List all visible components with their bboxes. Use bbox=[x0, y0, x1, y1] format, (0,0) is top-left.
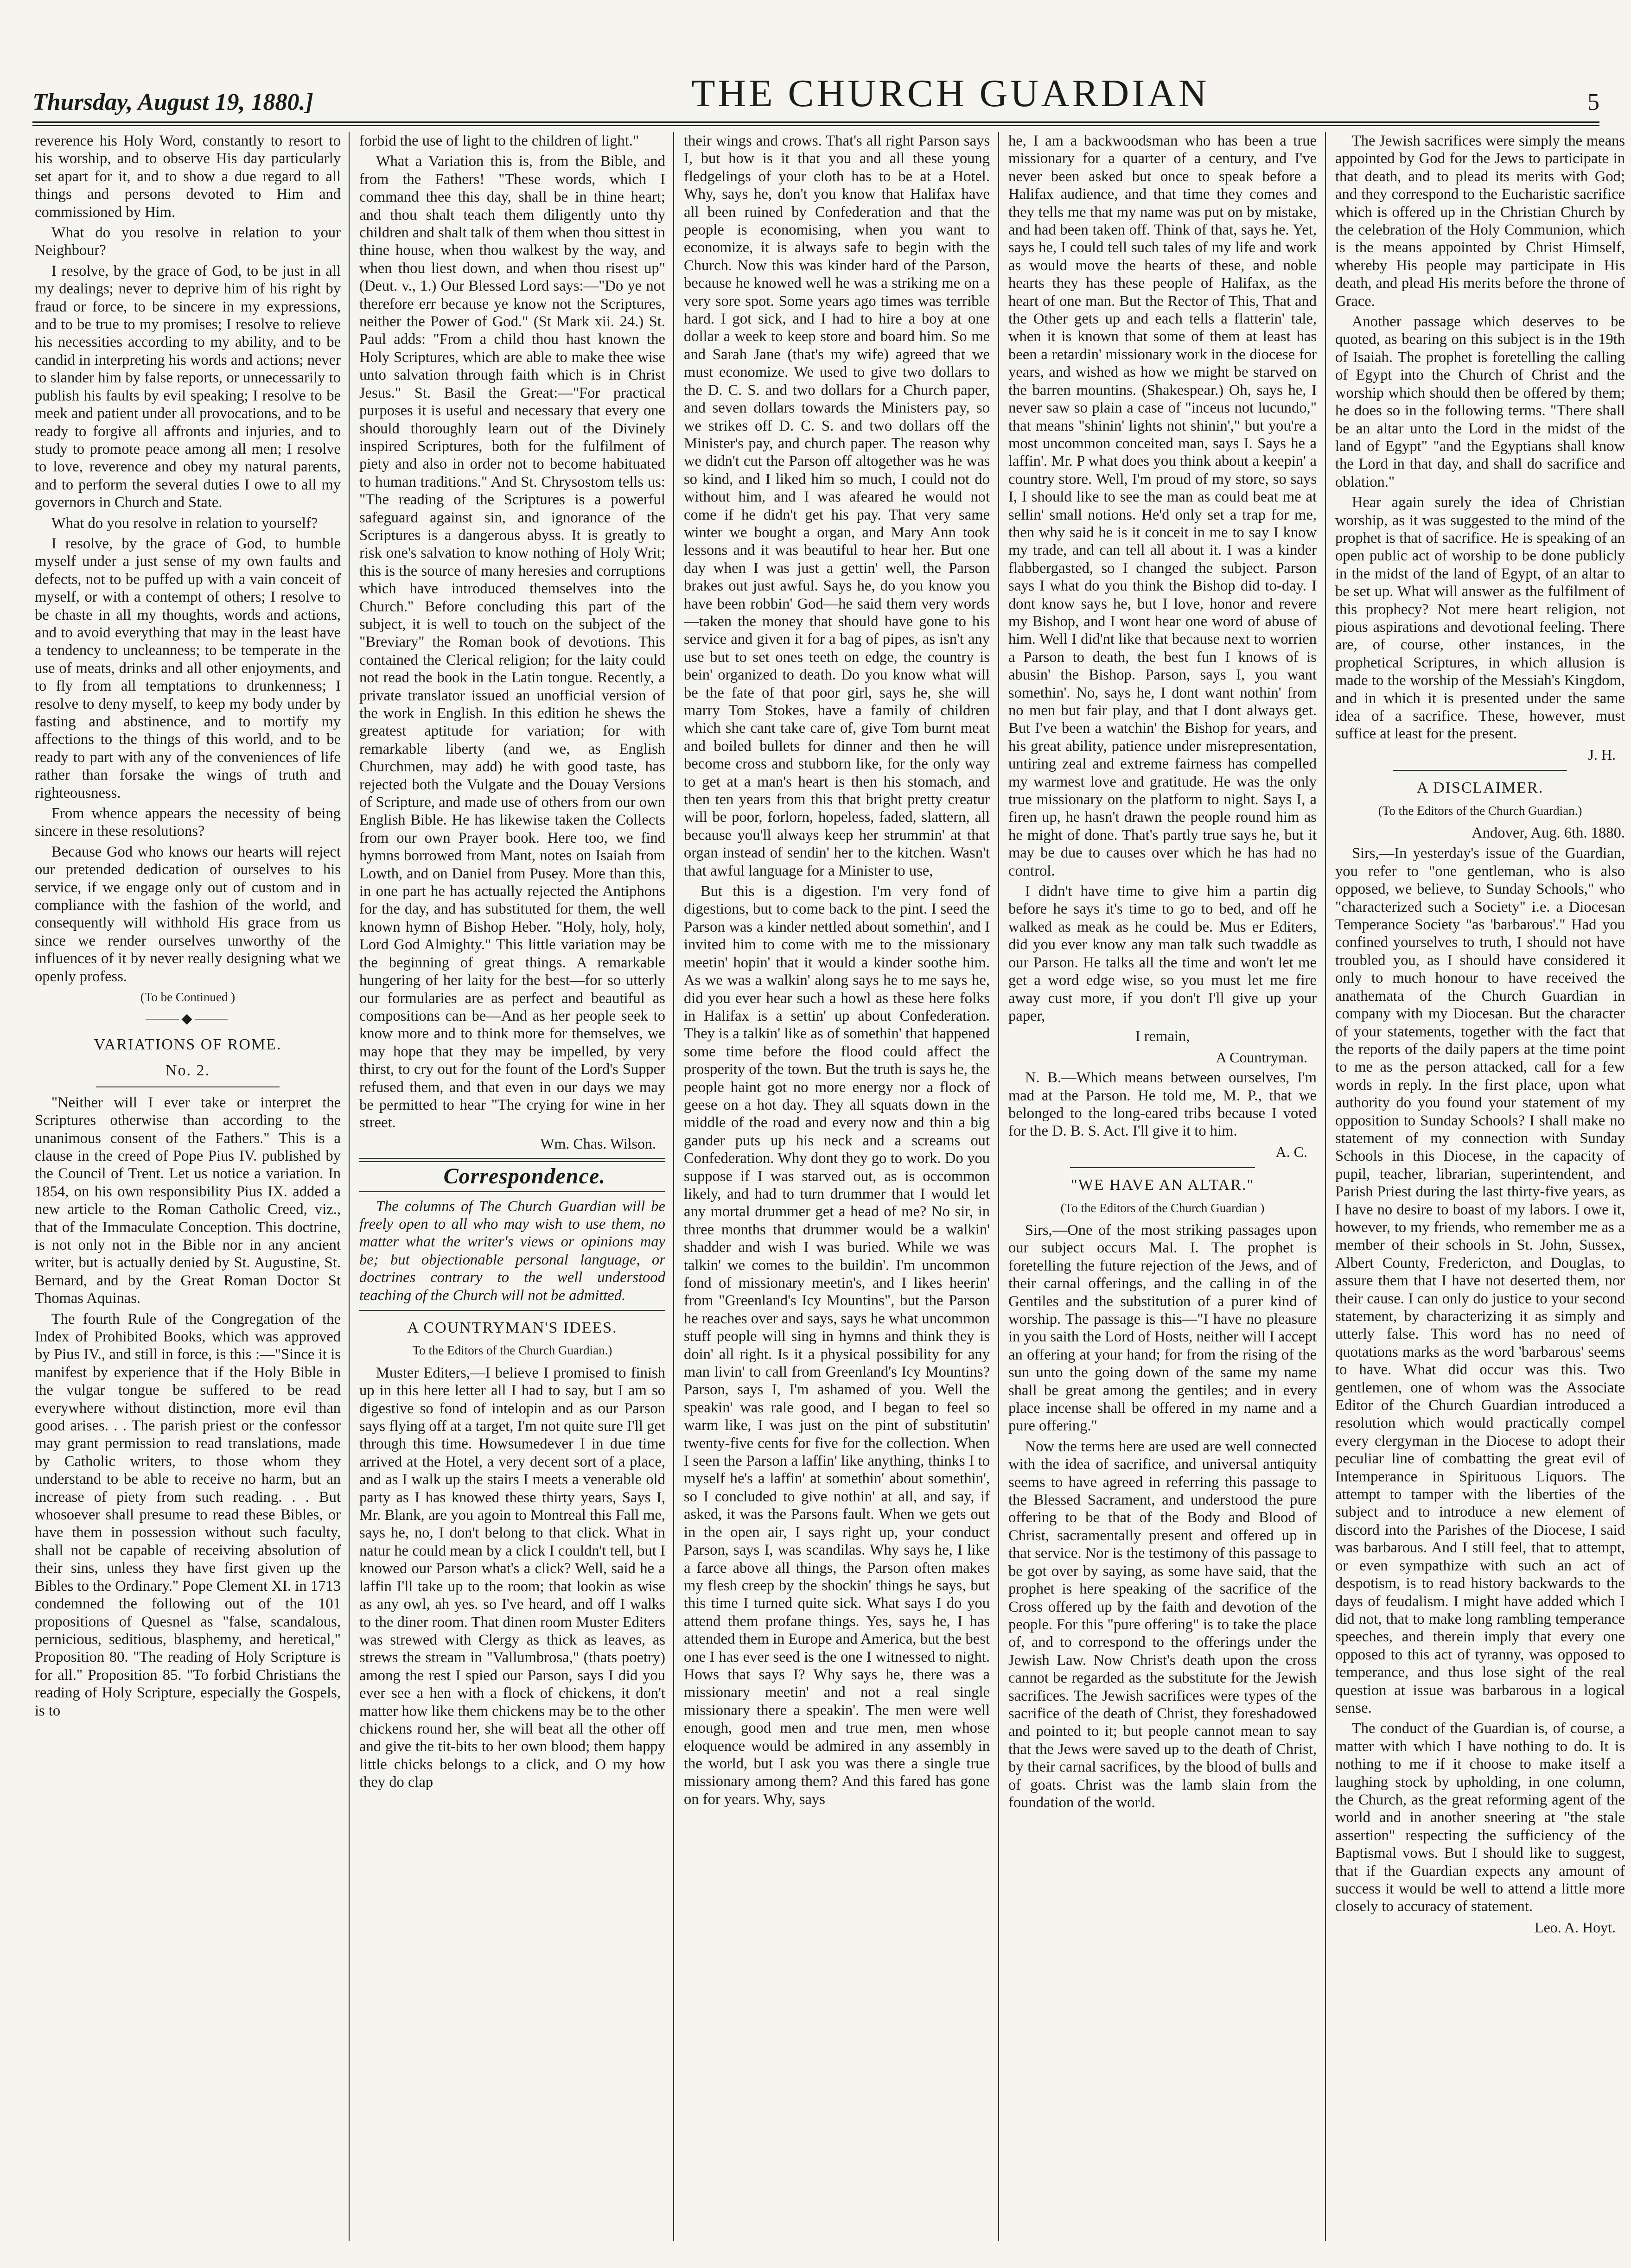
article-heading: A COUNTRYMAN'S IDEES. bbox=[407, 1319, 618, 1336]
editorial-notice: The columns of The Church Guardian will be freely open to all who may wish to use them, no matter what the writer's views or opinions may be; but objectionable personal language, or doctrines contrary to the well understood teaching of the Church will not be admitted. bbox=[359, 1198, 665, 1304]
column-3 bbox=[684, 132, 990, 2246]
divider bbox=[96, 1086, 280, 1087]
paragraph: Because God who knows our hearts will reject our pretended dedication of ourselves to his service, if we engage only out of custom and in compliance with the fashion of the world, and consequently will withhold His grace from us since we render ourselves unworthy of the influences of it by never really designing what we openly profess. bbox=[35, 843, 341, 985]
paragraph: But this is a digestion. I'm very fond of digestions, but to come back to the pint. I seed the Parson was a kinder nettled about somethin', and I invited him to come with me to the missionary meetin' hopin' that it would a kinder soothe him. As we was a walkin' along says he to me says he, did you ever hear such a howl as these here folks in Halifax is a settin' up about Confederation. They is a talkin' like as of somethin' that happened some time before the flood could affect the prosperity of the town. But the truth is says he, the people haint got no more energy nor a flock of geese on a hot day. They all squats down in the middle of the road and every now and thin a big gander puts up his neck and a screams out Confederation. Why dont they go to work. Do you suppose if I was starved out, as is occommon likely, and had to turn drummer that I would let any mortal drummer get a head of me? No sir, in three months that drummer would be a walkin' shadder and wish I was buried. While we was talkin' we comes to the buildin'. I'm uncommon fond of missionary meetin's, and I likes heerin' from "Greenland's Icy Mountins", but the Parson he reaches over and says, says he what uncommon stuff people will sing in hymns and think they is doin' all right. Is it a physical possibility for any man livin' to call from Greenland's Icy Mountins? Parson, says I, I'm ashamed of you. Well the speakin' was rale good, and I began to feel so warm like, I was just on the pint of substitutin' twenty-five cents for five for the collection. When I seen the Parson a laffin' like anything, thinks I to myself he's a laffin' at somethin' about somethin', so I concluded to give nothin' at all, and say, if asked, it was the Parsons fault. When we gets out in the open air, I says right up, your conduct Parson, says I, was scandilas. Why says he, I like a farce above all things, the Parson often makes my flesh creep by the shockin' things he says, but this time I turned quite sick. What says I do you attend them profane things. Yes, says he, I has attended them in Europe and America, but the best one I has ever seed is the one I witnessed to night. Hows that says I? Why says he, there was a missionary meetin' and not a real single missionary there a speakin'. The men were well enough, good men and true men, men whose eloquence would be admired in any assembly in the world, but I ask you was there a single true missionary among them? And this fared has gone on for years. Why, says bbox=[684, 883, 990, 1808]
divider bbox=[1070, 1167, 1255, 1168]
paragraph: Sirs,—In yesterday's issue of the Guardian, you refer to "one gentleman, who is also opposed, we believe, to Sunday Schools," who "characterized such a Society" i.e. a Diocesan Temperance Society "as 'barbarous'." Had you confined yourselves to truth, I should not have troubled you, as I should have considered it only to much honour to have received the anathemata of the Church Guardian in company with my Diocesan. But the character of your statements, together with the fact that the reports of the daily papers at the time point to me as the person attacked, call for a few words in reply. In the first place, upon what authority do you found your statement of my opposition to Sunday Schools? I shall make no statement of my connection with Sunday Schools in this Diocese, in the capacity of pupil, teacher, librarian, superintendent, and Parish Priest during the last thirty-five years, as I have no desire to boast of my labors. I owe it, however, to my friends, who remember me as a member of their schools in St. John, Sussex, Albert County, Fredericton, and Douglas, to assure them that I have not deserted them, nor their cause. I can only do justice to your second statement, by characterizing it as simply and utterly false. This word has no need of quotations marks as the word 'barbarous' seems to have. What did occur was this. Two gentlemen, one of whom was the Associate Editor of the Church Guardian introduced a resolution which would practically compel every clergyman in the Diocese to adopt their peculiar line of combatting the great evil of Intemperance in Spirituous Liquors. The attempt to tamper with the liberties of the subject and to introduce a new element of discord into the Parishes of the Diocese, I said was barbarous. And I still feel, that to attempt, or even sympathize with such an act of despotism, is to read history backwards to the days of feudalism. I might have added which I did not, that to make long rambling temperance speeches, and therein imply that every one opposed to this act of tyranny, was opposed to temperance, and thus lose sight of the real question at issue was barbarous in a logical sense. bbox=[1335, 845, 1625, 1716]
issue-date: Thursday, August 19, 1880.] bbox=[32, 89, 313, 115]
masthead-rule bbox=[32, 121, 1599, 123]
paragraph: I resolve, by the grace of God, to be just in all my dealings; never to deprive him of his right by fraud or force, to be sincere in my expressions, and to be true to my promises; I resolve to relieve his necessities according to my ability, and to be candid in interpreting his words and actions; never to slander him by false reports, or unnecessarily to publish his faults by evil speaking; I resolve to be meek and patient under all provocations, and to be ready to forgive all affronts and injuries, and to study to promote peace among all men; I resolve to love, reverence and obey my natural parents, and to perform the several duties I owe to all my governors in Church and State. bbox=[35, 262, 341, 511]
masthead-rule-thin bbox=[32, 125, 1599, 126]
page-number: 5 bbox=[1587, 89, 1599, 115]
paragraph: "Neither will I ever take or interpret the Scriptures otherwise than according to the unanimous consent of the Fathers." This is a clause in the creed of Pope Pius IV. published by the Council of Trent. Let us notice a variation. In 1854, on his own responsibility Pius IX. added a new article to the Roman Catholic Creed, viz., that of the Immaculate Conception. This doctrine, is not only not in the Bible nor in any ancient writer, but is actually denied by St. Augustine, St. Bernard, and by the Great Roman Doctor St Thomas Aquinas. bbox=[35, 1094, 341, 1307]
paragraph: What a Variation this is, from the Bible, and from the Fathers! "These words, which I command thee this day, shall be in thine heart; and thou shalt teach them diligently unto thy children and shalt talk of them when thou sittest in thine house, when thou walkest by the way, and when thou liest down, and when thou risest up" (Deut. v., 1.) Our Blessed Lord says:—"Do ye not therefore err because ye know not the Scriptures, neither the Power of God." (St Mark xii. 24.) St. Paul adds: "From a child thou hast known the Holy Scriptures, which are able to make thee wise unto salvation through faith which is in Christ Jesus." St. Basil the Great:—"For practical purposes it is useful and necessary that every one should thoroughly learn out of the Divinely inspired Scriptures, both for the fulfilment of piety and also in order not to become habituated to human traditions." And St. Chrysostom tells us: "The reading of the Scriptures is a powerful safeguard against sin, and ignorance of the Scriptures is a dangerous abyss. It is greatly to risk one's salvation to know nothing of Holy Writ; this is the source of many heresies and corruptions which have introduced themselves into the Church." Before concluding this part of the subject, it is well to touch on the subject of the "Breviary" the Roman book of devotions. This contained the Clerical religion; for the laity could not read the book in the Latin tongue. Recently, a private translator issued an unofficial version of the work in English. In this edition he shews the greatest aptitude for variation; for with remarkable liberty (and we, as English Churchmen, may add) he with good taste, has rejected both the Vulgate and the Douay Versions of Scripture, and made use of others from our own English Bible. He has likewise taken the Collects from our own Prayer book. Here too, we find hymns borrowed from Mant, notes on Isaiah from Lowth, and on Daniel from Pusey. More than this, in one part he has actually rejected the Antiphons for the day, and has substituted for them, the well known hymn of Bishop Heber. "Holy, holy, holy, Lord God Almighty." This little variation may be the beginning of great things. A remarkable hungering of her laity for the best—for so utterly our formularies are as perfect and beautiful as compositions can be—And as her people seek to know more and to think more for themselves, we may hope that they may be impelled, by very thirst, to cry out for the fount of the Lord's Supper refused them, and that even in our days we may be permitted to hear "The crying for wine in her street. bbox=[359, 153, 665, 1131]
paragraph: Sirs,—One of the most striking passages upon our subject occurs Mal. I. The prophet is foretelling the future rejection of the Jews, and of their carnal offerings, and the calling in of the Gentiles and the substitution of a purer kind of worship. The passage is this—"I have no pleasure in you saith the Lord of Hosts, neither will I accept an offering at your hand; for from the rising of the sun unto the going down of the same my name shall be great among the gentiles; and in every place incense shall be offered in my name and a pure offering." bbox=[1008, 1221, 1317, 1435]
column-2 bbox=[359, 132, 665, 2246]
divider bbox=[359, 1310, 665, 1311]
dateline: Andover, Aug. 6th. 1880. bbox=[1472, 825, 1625, 842]
divider bbox=[359, 1191, 665, 1192]
column-rule bbox=[673, 132, 674, 2241]
paragraph: What do you resolve in relation to yourself? bbox=[51, 515, 318, 532]
paragraph: Now the terms here are used are well connected with the idea of sacrifice, and universal antiquity seems to have agreed in referring this passage to the Blessed Sacrament, and understood the pure offering to be that of the Body and Blood of Christ, sacramentally present and offered up in that service. Nor is the testimony of this passage to be got over by saying, as some have said, that the prophet is here speaking of the sacrifice of the Cross offered up by the faith and devotion of the people. For this "pure offering" is to take the place of, and to correspond to the offerings under the Jewish Law. Now Christ's death upon the cross cannot be regarded as the substitute for the Jewish sacrifices. The Jewish sacrifices were types of the sacrifice of the death of Christ, they foreshadowed and pointed to it; but people cannot mean to say that the Jews were saved up to the death of Christ, by their carnal sacrifices, by the blood of bulls and of goats. Christ was the lamb slain from the foundation of the world. bbox=[1008, 1438, 1317, 1811]
continued-note: (To be Continued ) bbox=[140, 990, 236, 1004]
paragraph: N. B.—Which means between ourselves, I'm mad at the Parson. He told me, M. P., that we belonged to the long-eared tribs because I voted for the D. B. S. Act. I'll give it to him. bbox=[1008, 1069, 1317, 1140]
column-1 bbox=[35, 132, 341, 2246]
article-subheading: To the Editors of the Church Guardian.) bbox=[412, 1343, 612, 1358]
signature: Leo. A. Hoyt. bbox=[1534, 1919, 1616, 1936]
paragraph: Hear again surely the idea of Christian worship, as it was suggested to the mind of the prophet is that of sacrifice. He is speaking of an open public act of worship to be done publicly in the midst of the land of Egypt, of an altar to be set up. What will answer as the fulfilment of this prophecy? Not mere heart religion, not pious aspirations and devotional feeling. There are, of course, other instances, in the prophetical Scriptures, in which allusion is made to the worship of the Messiah's Kingdom, and in which it is presented under the same idea of a sacrifice. These, however, must suffice at least for the present. bbox=[1335, 494, 1625, 743]
section-heading: Correspondence. bbox=[443, 1164, 606, 1189]
column-rule bbox=[349, 132, 350, 2241]
letter-closing: I remain, bbox=[1135, 1028, 1190, 1045]
divider-ornament: ⸻◆⸻ bbox=[145, 1010, 231, 1026]
paragraph: he, I am a backwoodsman who has been a true missionary for a quarter of a century, and I've never been asked but once to speak before a Halifax audience, and that time they comes and they tells me that my name was put on by mistake, and had been taken off. Think of that, says he. Yet, says he, I could tell such tales of my life and work as would move the hearts of these, and noble hearts they has these people of Halifax, as the heart of one man. But the Rector of This, That and the Other gets up and each tells a flatterin' tale, when it is known that some of them at least has been a retardin' missionary work in the diocese for years, and wished as how we might be starved on the barren mountins. (Shakespear.) Oh, says he, I never saw so plain a case of "inceus not lucundo," that means "shinin' lights not shinin'," but you're a most uncommon conceited man, says I. Says he a laffin'. Mr. P what does you think about a keepin' a country store. Well, I'm proud of my store, so says I, I should like to see the man as could beat me at sellin' small notions. He'd only set a trap for me, then why said he is it conceit in me to say I know my trade, and can tell all about it. I was a kinder flabbergasted, so I changed the subject. Parson says I what do you think the Bishop did to-day. I dont know says he, but I love, honor and revere my Bishop, and I wont hear one word of abuse of him. Well I did'nt like that because next to worrien a Parson to death, the best fun I knows of is abusin' the Bishop. Parson, says I, you want somethin'. No, says he, I dont want nothin' from no men but fair play, and that I dont always get. But I've been a watchin' the Bishop for years, and his great ability, patience under misrepresentation, untiring zeal and extreme fairness has compelled my warmest love and gratitude. He was the only true missionary on the platform to night. Says I, a firen up, he hasn't drawn the people round him as he might of done. That's partly true says he, but it may be due to causes over which he has had no control. bbox=[1008, 133, 1317, 879]
paragraph: The Jewish sacrifices were simply the means appointed by God for the Jews to participate in that death, and to plead its merits with God; and they correspond to the Eucharistic sacrifice which is offered up in the Christian Church by the celebration of the Holy Communion, which is the means appointed by Christ Himself, whereby His people may participate in His death, and plead His merits before the throne of Grace. bbox=[1335, 133, 1625, 310]
paragraph: I didn't have time to give him a partin dig before he says it's time to go to bed, and off he walked as meak as he could be. Mus er Editers, did you ever know any man talk such twaddle as our Parson. He talks all the time and won't let me get a word edge wise, so you must let me fire away cust more, if you don't I'll give up your paper, bbox=[1008, 883, 1317, 1024]
divider bbox=[1393, 770, 1567, 771]
paragraph: reverence his Holy Word, constantly to resort to his worship, and to observe His day particularly set apart for it, and to show a due regard to all things and persons devoted to Him and commissioned by Him. bbox=[35, 133, 341, 221]
column-4 bbox=[1008, 132, 1317, 2246]
paragraph: forbid the use of light to the children of light." bbox=[359, 133, 639, 149]
newspaper-title: THE CHURCH GUARDIAN bbox=[691, 72, 1210, 115]
signature: A. C. bbox=[1275, 1143, 1307, 1160]
article-heading: A DISCLAIMER. bbox=[1416, 779, 1544, 797]
paragraph: What do you resolve in relation to your Neighbour? bbox=[35, 224, 341, 259]
paragraph: their wings and crows. That's all right Parson says I, but how is it that you and all these young fledgelings of your cloth has to be at a Hotel. Why, says he, don't you know that Halifax have all been ruined by Confederation and that the people is economising, when you want to economize, it is always safe to begin with the Church. Now this was kinder hard of the Parson, because he knowed well he was a striking me on a very sore spot. Some years ago times was terrible hard. I got sick, and I had to hire a boy at one dollar a week to keep store and board him. So me and Sarah Jane (that's my wife) agreed that we must economize. We used to give two dollars to the D. C. S. and two dollars for a Church paper, and seven dollars towards the Ministers pay, so we strikes off D. C. S. and two dollars off the Minister's pay, and church paper. The reason why we didn't cut the Parson off altogether was he was so kind, and I liked him so much, I could not do without him, and I was afeared he would not come if he didn't get his pay. That very same winter we bought a organ, and Mary Ann took lessons and it was beautiful to hear her. But one day when I was just a gettin' well, the Parson brakes out just awful. Says he, do you know you have been robbin' God—he said them very words—taken the money that should have gone to his service and given it for a bag of pipes, as isn't any use but to set ones teeth on edge, the country is bein' organized to death. Do you know what will be the fate of that poor girl, says he, she will marry Tom Stokes, have a family of children which she cant take care of, give Tom burnt meat and boiled bullets for dinner and then he will become cross and stubborn like, for the only way to get at a man's heart is then his stomach, and then ten years from this that bright pretty creatur will be poor, forlorn, hopeless, faded, slattern, all because you'll always keep her strummin' at that organ instead of sendin' her to the kitchen. Wasn't that awful language for a Minister to use, bbox=[684, 133, 990, 879]
article-subheading: No. 2. bbox=[165, 1062, 210, 1080]
article-heading: "WE HAVE AN ALTAR." bbox=[1070, 1176, 1255, 1194]
column-rule bbox=[998, 132, 999, 2241]
signature: A Countryman. bbox=[1216, 1048, 1307, 1066]
paragraph: Another passage which deserves to be quoted, as bearing on this subject is in the 19th of Isaiah. The prophet is foretelling the calling of Egypt into the Church of Christ and the worship which should then be offered by them; he does so in the following terms. "There shall be an altar unto the Lord in the midst of the land of Egypt" "and the Egyptians shall know the Lord in that day, and shall do sacrifice and oblation." bbox=[1335, 313, 1625, 490]
paragraph: From whence appears the necessity of being sincere in these resolutions? bbox=[35, 805, 341, 840]
section-divider bbox=[359, 1158, 665, 1162]
paragraph: The conduct of the Guardian is, of course, a matter with which I have nothing to do. It is nothing to me if it choose to make itself a laughing stock by upholding, in one column, the Church, as the great reforming agent of the world and in another sneering at "the stale assertion" respecting the sufficiency of the Baptismal vows. But I should like to suggest, that if the Guardian expects any amount of success it would be well to attend a little more closely to accuracy of statement. bbox=[1335, 1720, 1625, 1915]
paragraph: Muster Editers,—I believe I promised to finish up in this here letter all I had to say, but I am so digestive so fond of intelopin and as our Parson says flying off at a target, I'm not quite sure I'll get through this time. Howsumedever I in due time arrived at the Hotel, a very decent sort of a place, and as I walk up the stairs I meets a venerable old party as I has knowed these thirty years, Says I, Mr. Blank, are you agoin to Montreal this Fall me, says he, no, I don't belong to that click. What in natur he could mean by a click I couldn't tell, but I knowed our Parson what's a click? Well, said he a laffin I'll take up to the room; that lookin as wise as any owl, ah yes. so I've heard, and off I walks to the diner room. That dinen room Muster Editers was strewed with Clergy as thick as leaves, as strews the stream in "Vallumbrosa," (thats poetry) among the rest I spied our Parson, says I did you ever see a hen with a flock of chickens, it don't matter how like them chickens may be to the other chickens round her, she will beat all the other off and give the tit-bits to her own blood; them happy little chicks belongs to a click, and O my how they do clap bbox=[359, 1364, 665, 1791]
paragraph: I resolve, by the grace of God, to humble myself under a just sense of my own faults and defects, not to be puffed up with a vain conceit of myself, or with a contempt of others; I resolve to be chaste in all my thoughts, words and actions, and to avoid everything that may in the least have a tendency to uncleanness; to be temperate in the use of meats, drinks and all other enjoyments, and to fly from all temptations to drunkenness; I resolve to deny myself, to keep my body under by fasting and abstinence, and to mortify my affections to the things of this world, and to be ready to part with any of the conveniences of life rather than forsake the wings of truth and righteousness. bbox=[35, 535, 341, 801]
article-subheading: (To the Editors of the Church Guardian ) bbox=[1060, 1201, 1265, 1215]
column-5 bbox=[1335, 132, 1625, 2246]
signature: J. H. bbox=[1588, 746, 1616, 763]
article-heading: VARIATIONS OF ROME. bbox=[94, 1036, 282, 1053]
column-rule bbox=[1325, 132, 1326, 2241]
article-subheading: (To the Editors of the Church Guardian.) bbox=[1378, 803, 1582, 818]
masthead bbox=[32, 70, 1599, 116]
signature: Wm. Chas. Wilson. bbox=[540, 1135, 656, 1152]
paragraph: The fourth Rule of the Congregation of the Index of Prohibited Books, which was approved by Pius IV., and still in force, is this :—"Since it is manifest by experience that if the Holy Bible in the vulgar tongue be suffered to be read everywhere without distinction, more evil than good arises. . . The parish priest or the confessor may grant permission to read translations, made by Catholic writers, to those whom they understand to be able to receive no harm, but an increase of piety from such reading. . . But whosoever shall presume to read these Bibles, or have them in possession without such faculty, shall not be capable of receiving absolution of their sins, unless they have first given up the Bibles to the Ordinary." Pope Clement XI. in 1713 condemned the following out of the 101 propositions of Quesnel as "false, scandalous, pernicious, seditious, blasphemy, and heretical," Proposition 80. "The reading of Holy Scripture is for all." Proposition 85. "To forbid Christians the reading of Holy Scripture, especially the Gospels, is to bbox=[35, 1310, 341, 1719]
